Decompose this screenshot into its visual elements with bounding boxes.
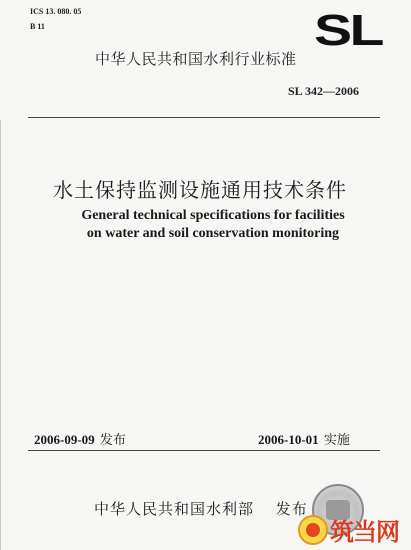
title-english: [53, 207, 373, 243]
standard-category: 中华人民共和国水利行业标准: [95, 50, 297, 68]
standard-number: SL 342—2006: [288, 84, 360, 98]
issuing-body-block: [94, 498, 308, 519]
title-chinese: 水土保持监测设施通用技术条件: [53, 178, 347, 202]
classification-codes: [30, 4, 81, 34]
implement-date: 2006-10-01: [258, 432, 319, 447]
watermark-text: 筑当网: [330, 518, 399, 546]
class-code: B 11: [30, 22, 45, 31]
title-english-line1: General technical specifications for facilities: [81, 208, 345, 223]
issuing-body: 中华人民共和国水利部: [94, 500, 255, 518]
implement-label: 实施: [323, 433, 350, 448]
issue-date: 2006-09-09: [34, 432, 95, 447]
bottom-divider: [28, 450, 380, 451]
sl-standard-logo: SL: [314, 6, 382, 55]
ics-code: ICS 13. 080. 05: [30, 7, 82, 16]
issue-date-block: [34, 429, 126, 448]
watermark-logo-icon: [298, 515, 328, 545]
site-watermark: [298, 512, 399, 547]
implement-date-block: [258, 429, 350, 448]
title-english-line2: on water and soil conservation monitoring: [86, 226, 340, 241]
issue-label: 发布: [99, 433, 126, 448]
scan-edge-line: [0, 120, 1, 550]
top-divider: [28, 117, 380, 118]
publish-label: 发布: [275, 500, 308, 518]
